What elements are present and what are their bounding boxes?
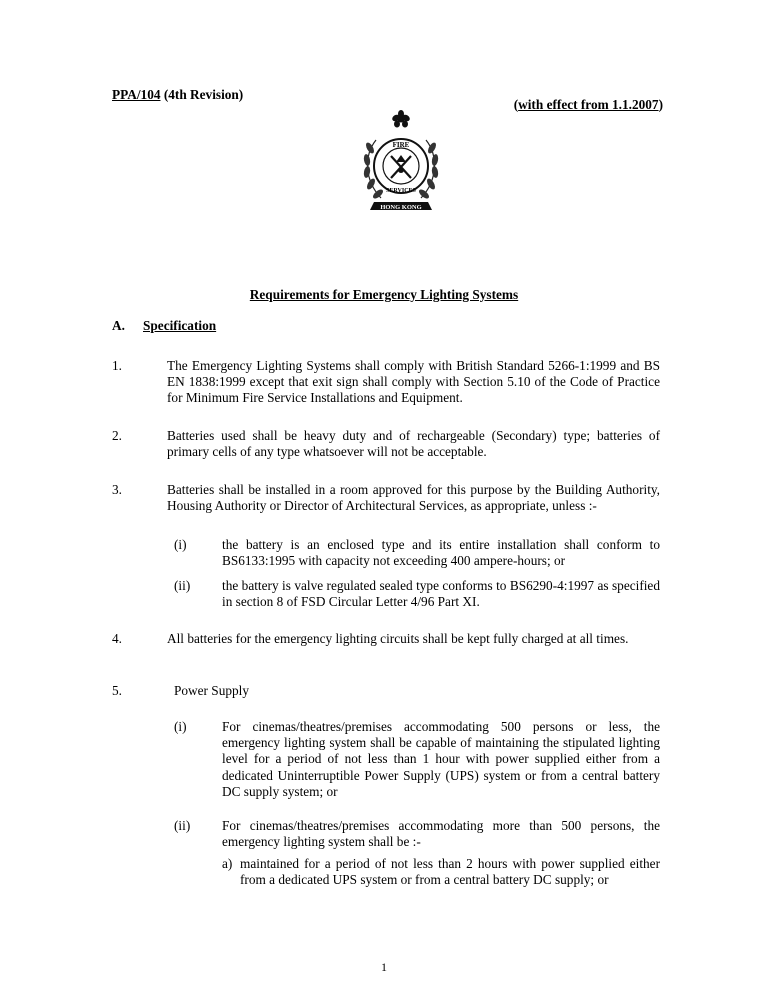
item-number: 4.	[112, 631, 122, 646]
item-number: 2.	[112, 428, 122, 443]
item-text: Power Supply	[174, 683, 249, 698]
item-text: All batteries for the emergency lighting circuits shall be kept fully charged at all times.	[167, 631, 629, 646]
emblem-ribbon-text: HONG KONG	[380, 204, 422, 211]
item-number: 5.	[112, 683, 122, 698]
item-text: The Emergency Lighting Systems shall comply with British Standard 5266-1:1999 and BS EN 1838:1999 except that exit sign shall comply with Section 5.10 of the Code of Practice for Minimum Fire Service Installations and Equipment.	[167, 358, 660, 406]
sub-item-text: the battery is valve regulated sealed type conforms to BS6290-4:1997 as specified in section 8 of FSD Circular Letter 4/96 Part XI.	[222, 578, 660, 610]
section-letter: A.	[112, 318, 125, 333]
sub-item-number: (i)	[174, 537, 187, 552]
item-number: 1.	[112, 358, 122, 373]
sub-item-text: For cinemas/theatres/premises accommodating more than 500 persons, the emergency lighting system shall be :-	[222, 818, 660, 850]
document-reference	[112, 87, 243, 103]
page-title: Requirements for Emergency Lighting Systems	[249, 287, 519, 302]
sub-sub-item-number: a)	[222, 856, 233, 871]
effective-date-text: with effect from 1.1.2007	[518, 97, 659, 112]
bauhinia-icon	[391, 110, 411, 128]
revision-label: (4th Revision)	[160, 87, 244, 102]
sub-item-number: (ii)	[174, 818, 191, 833]
effective-date: (with effect from 1.1.2007)	[513, 97, 663, 112]
reference-code: PPA/104	[112, 87, 161, 102]
page-number: 1	[381, 960, 387, 974]
sub-item-text: For cinemas/theatres/premises accommodating 500 persons or less, the emergency lighting system shall be capable of maintaining the stipulated lighting level for a period of not less than 1 hour with power supplied either from a dedicated Uninterruptible Power Supply (UPS) system or from a central battery DC supply system; or	[222, 719, 660, 799]
item-text: Batteries shall be installed in a room approved for this purpose by the Building Authority, Housing Authority or Director of Architectural Services, as appropriate, unless :-	[167, 482, 660, 514]
sub-sub-item-text: maintained for a period of not less than 2 hours with power supplied either from a dedicated UPS system or from a central battery DC supply; or	[240, 856, 660, 888]
sub-item-text: the battery is an enclosed type and its entire installation shall conform to BS6133:1995 with capacity not exceeding 400 ampere-hours; or	[222, 537, 660, 569]
item-number: 3.	[112, 482, 122, 497]
section-heading: Specification	[143, 318, 217, 333]
emblem-bottom-text: SERVICES	[386, 188, 416, 194]
emblem-top-text: FIRE	[392, 141, 410, 149]
item-text: Batteries used shall be heavy duty and of rechargeable (Secondary) type; batteries of primary cells of any type whatsoever will not be acceptable.	[167, 428, 660, 460]
sub-item-number: (ii)	[174, 578, 191, 593]
fire-services-emblem	[356, 110, 446, 220]
sub-item-number: (i)	[174, 719, 187, 734]
